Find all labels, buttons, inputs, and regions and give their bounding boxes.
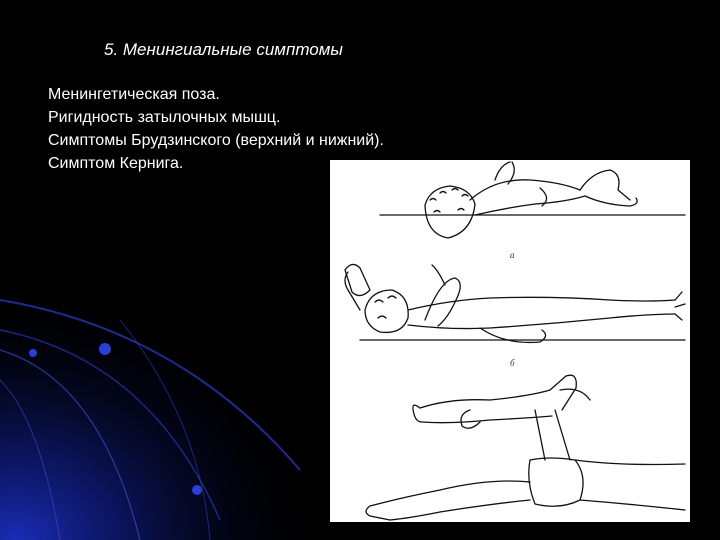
panel-label-b: б (510, 358, 515, 368)
symptom-item: Симптом Кернига. (48, 155, 184, 172)
meningeal-pose-figure (380, 162, 685, 238)
symptom-item: Менингетическая поза. (48, 86, 220, 103)
illustration-drawing (330, 160, 690, 522)
slide-title: 5. Менингиальные симптомы (104, 40, 343, 59)
blue-glow (0, 260, 340, 540)
bullet-dot-3 (192, 485, 202, 495)
brudzinski-figure (345, 264, 685, 342)
symptom-item: Симптомы Брудзинского (верхний и нижний). (48, 132, 384, 149)
kernig-figure (366, 375, 685, 520)
bullet-dot-1 (29, 349, 37, 357)
bullet-dot-2 (99, 343, 111, 355)
symptom-item: Ригидность затылочных мышц. (48, 109, 281, 126)
panel-label-a: а (510, 250, 515, 260)
medical-illustration (330, 160, 690, 522)
